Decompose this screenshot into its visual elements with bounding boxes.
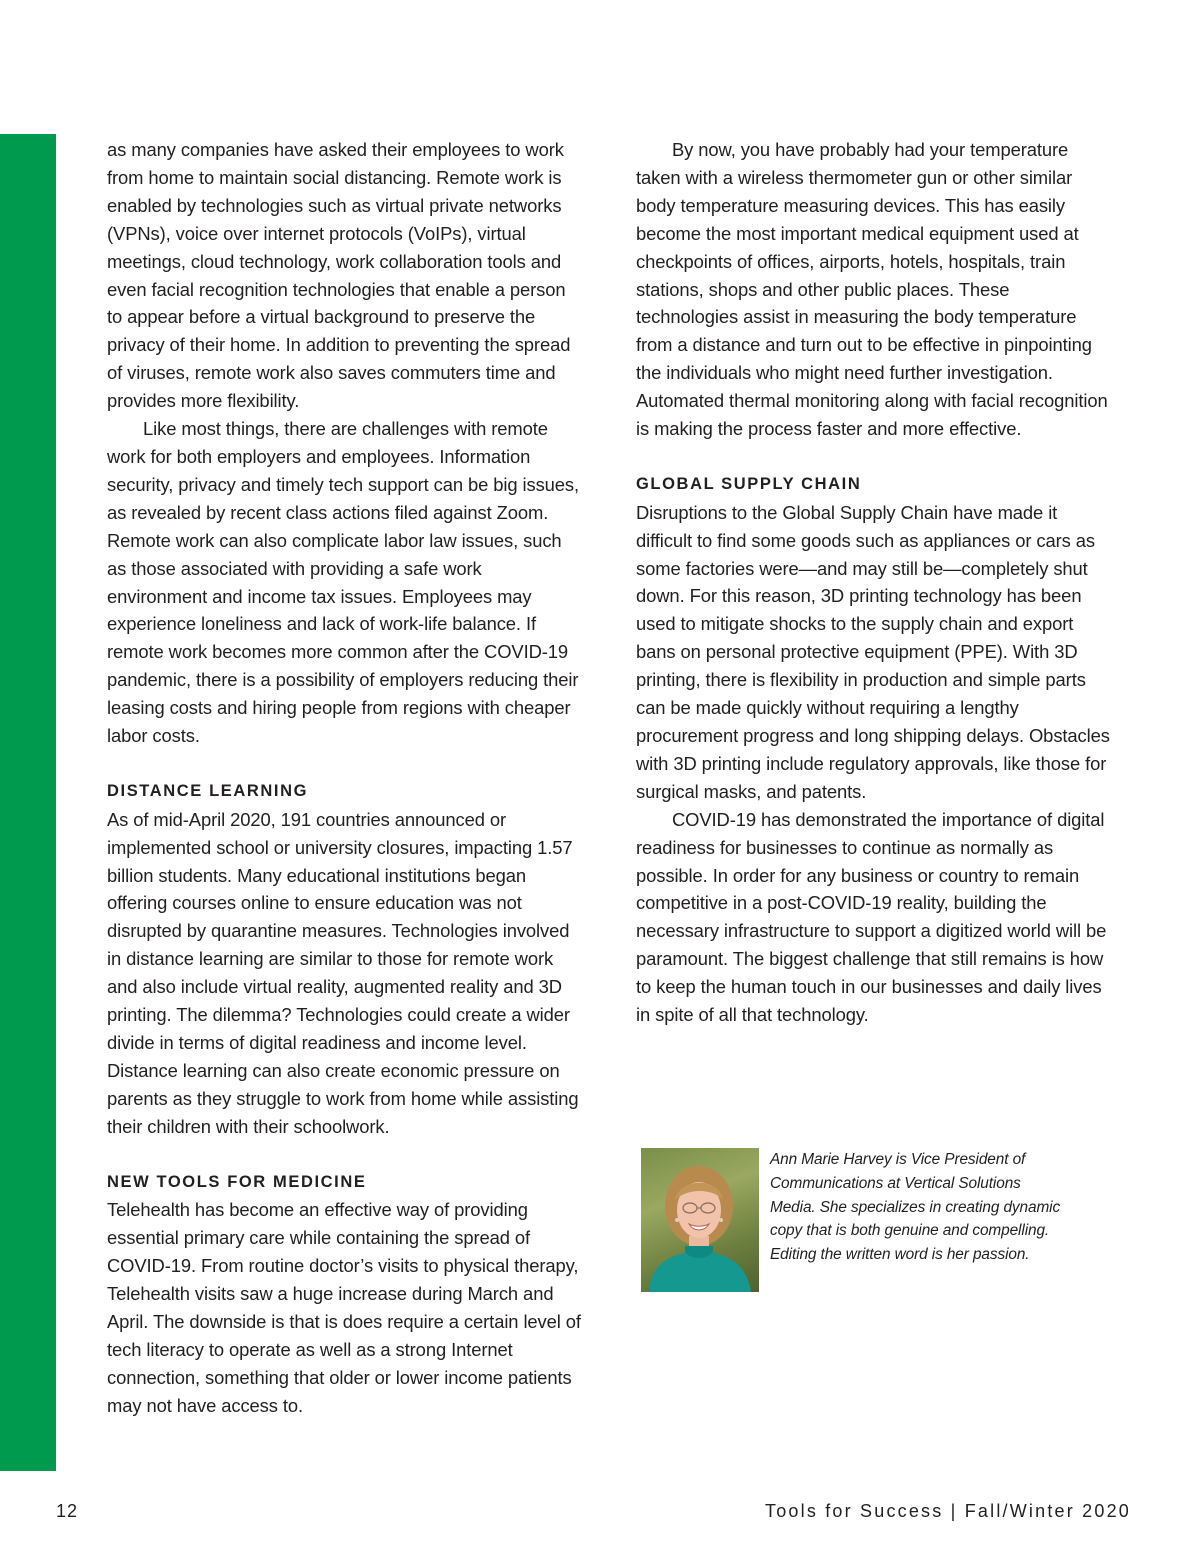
author-bio-text: Ann Marie Harvey is Vice President of Communications at Vertical Solutions Media. She specializes in creating dynamic copy that is both genuine and compelling. Editing the written word is her passion. bbox=[770, 1151, 1061, 1264]
publication-footer: Tools for Success | Fall/Winter 2020 bbox=[765, 1501, 1131, 1521]
section-heading-new-tools-for-medicine: NEW TOOLS FOR MEDICINE bbox=[107, 1172, 367, 1191]
author-portrait-illustration bbox=[641, 1148, 759, 1292]
author-photo bbox=[641, 1148, 759, 1292]
body-paragraph: Telehealth has become an effective way of providing essential primary care while containing the spread of COVID-19. From routine doctor’s visits to physical therapy, Telehealth visits saw a huge increase during March and April. The downside is that is does require a certain level of tech literacy to operate as well as a strong Internet connection, something that older or lower income patients may not have access to. bbox=[107, 1199, 581, 1416]
body-paragraph: Disruptions to the Global Supply Chain have made it difficult to find some goods such as appliances or cars as some factories were—and may still be—completely shut down. For this reason, 3D printing technology has been used to mitigate shocks to the supply chain and export bans on personal protective equipment (PPE). With 3D printing, there is flexibility in production and simple parts can be made quickly without requiring a lengthy procurement progress and long shipping delays. Obstacles with 3D printing include regulatory approvals, like those for surgical masks, and patents. bbox=[636, 501, 1110, 802]
section-heading-distance-learning: DISTANCE LEARNING bbox=[107, 781, 309, 800]
body-paragraph: as many companies have asked their employees to work from home to maintain social distancing. Remote work is enabled by technologies such as virtual private networks (VPNs), voice over internet protocols (VoIPs), virtual meetings, cloud technology, work collaboration tools and even facial recognition technologies that enable a person to appear before a virtual background to preserve the privacy of their home. In addition to preventing the spread of viruses, remote work also saves commuters time and provides more flexibility. bbox=[107, 139, 571, 412]
body-paragraph: COVID-19 has demonstrated the importance of digital readiness for businesses to continue as normally as possible. In order for any business or country to remain competitive in a post-COVID-19 reality, building the necessary infrastructure to support a digitized world will be paramount. The biggest challenge that still remains is how to keep the human touch in our businesses and daily lives in spite of all that technology. bbox=[636, 808, 1107, 1026]
body-paragraph: Like most things, there are challenges with remote work for both employers and employees. Information security, privacy and timely tech support can be big issues, as revealed by recent class actions filed against Zoom. Remote work can also complicate labor law issues, such as those associated with providing a safe work environment and income tax issues. Employees may experience loneliness and lack of work-life balance. If remote work becomes more common after the COVID-19 pandemic, there is a possibility of employers reducing their leasing costs and hiring people from regions with cheaper labor costs. bbox=[107, 418, 580, 747]
right-column bbox=[636, 136, 1114, 1029]
section-heading-global-supply-chain: GLOBAL SUPPLY CHAIN bbox=[636, 474, 862, 493]
left-column bbox=[107, 136, 585, 1420]
body-paragraph: As of mid-April 2020, 191 countries announced or implemented school or university closures, impacting 1.57 billion students. Many educational institutions began offering courses online to ensure education was not disrupted by quarantine measures. Technologies involved in distance learning are similar to those for remote work and also include virtual reality, augmented reality and 3D printing. The dilemma? Technologies could create a wider divide in terms of digital readiness and income level. Distance learning can also create economic pressure on parents as they struggle to work from home while assisting their children with their schoolwork. bbox=[107, 808, 579, 1137]
page-number: 12 bbox=[56, 1501, 79, 1521]
green-accent-bar bbox=[0, 134, 56, 1471]
author-bio bbox=[641, 1148, 1121, 1293]
body-paragraph: By now, you have probably had your temperature taken with a wireless thermometer gun or other similar body temperature measuring devices. This has easily become the most important medical equipment used at checkpoints of offices, airports, hotels, hospitals, train stations, shops and other public places. These technologies assist in measuring the body temperature from a distance and turn out to be effective in pinpointing the individuals who might need further investigation. Automated thermal monitoring along with facial recognition is making the process faster and more effective. bbox=[636, 139, 1108, 440]
